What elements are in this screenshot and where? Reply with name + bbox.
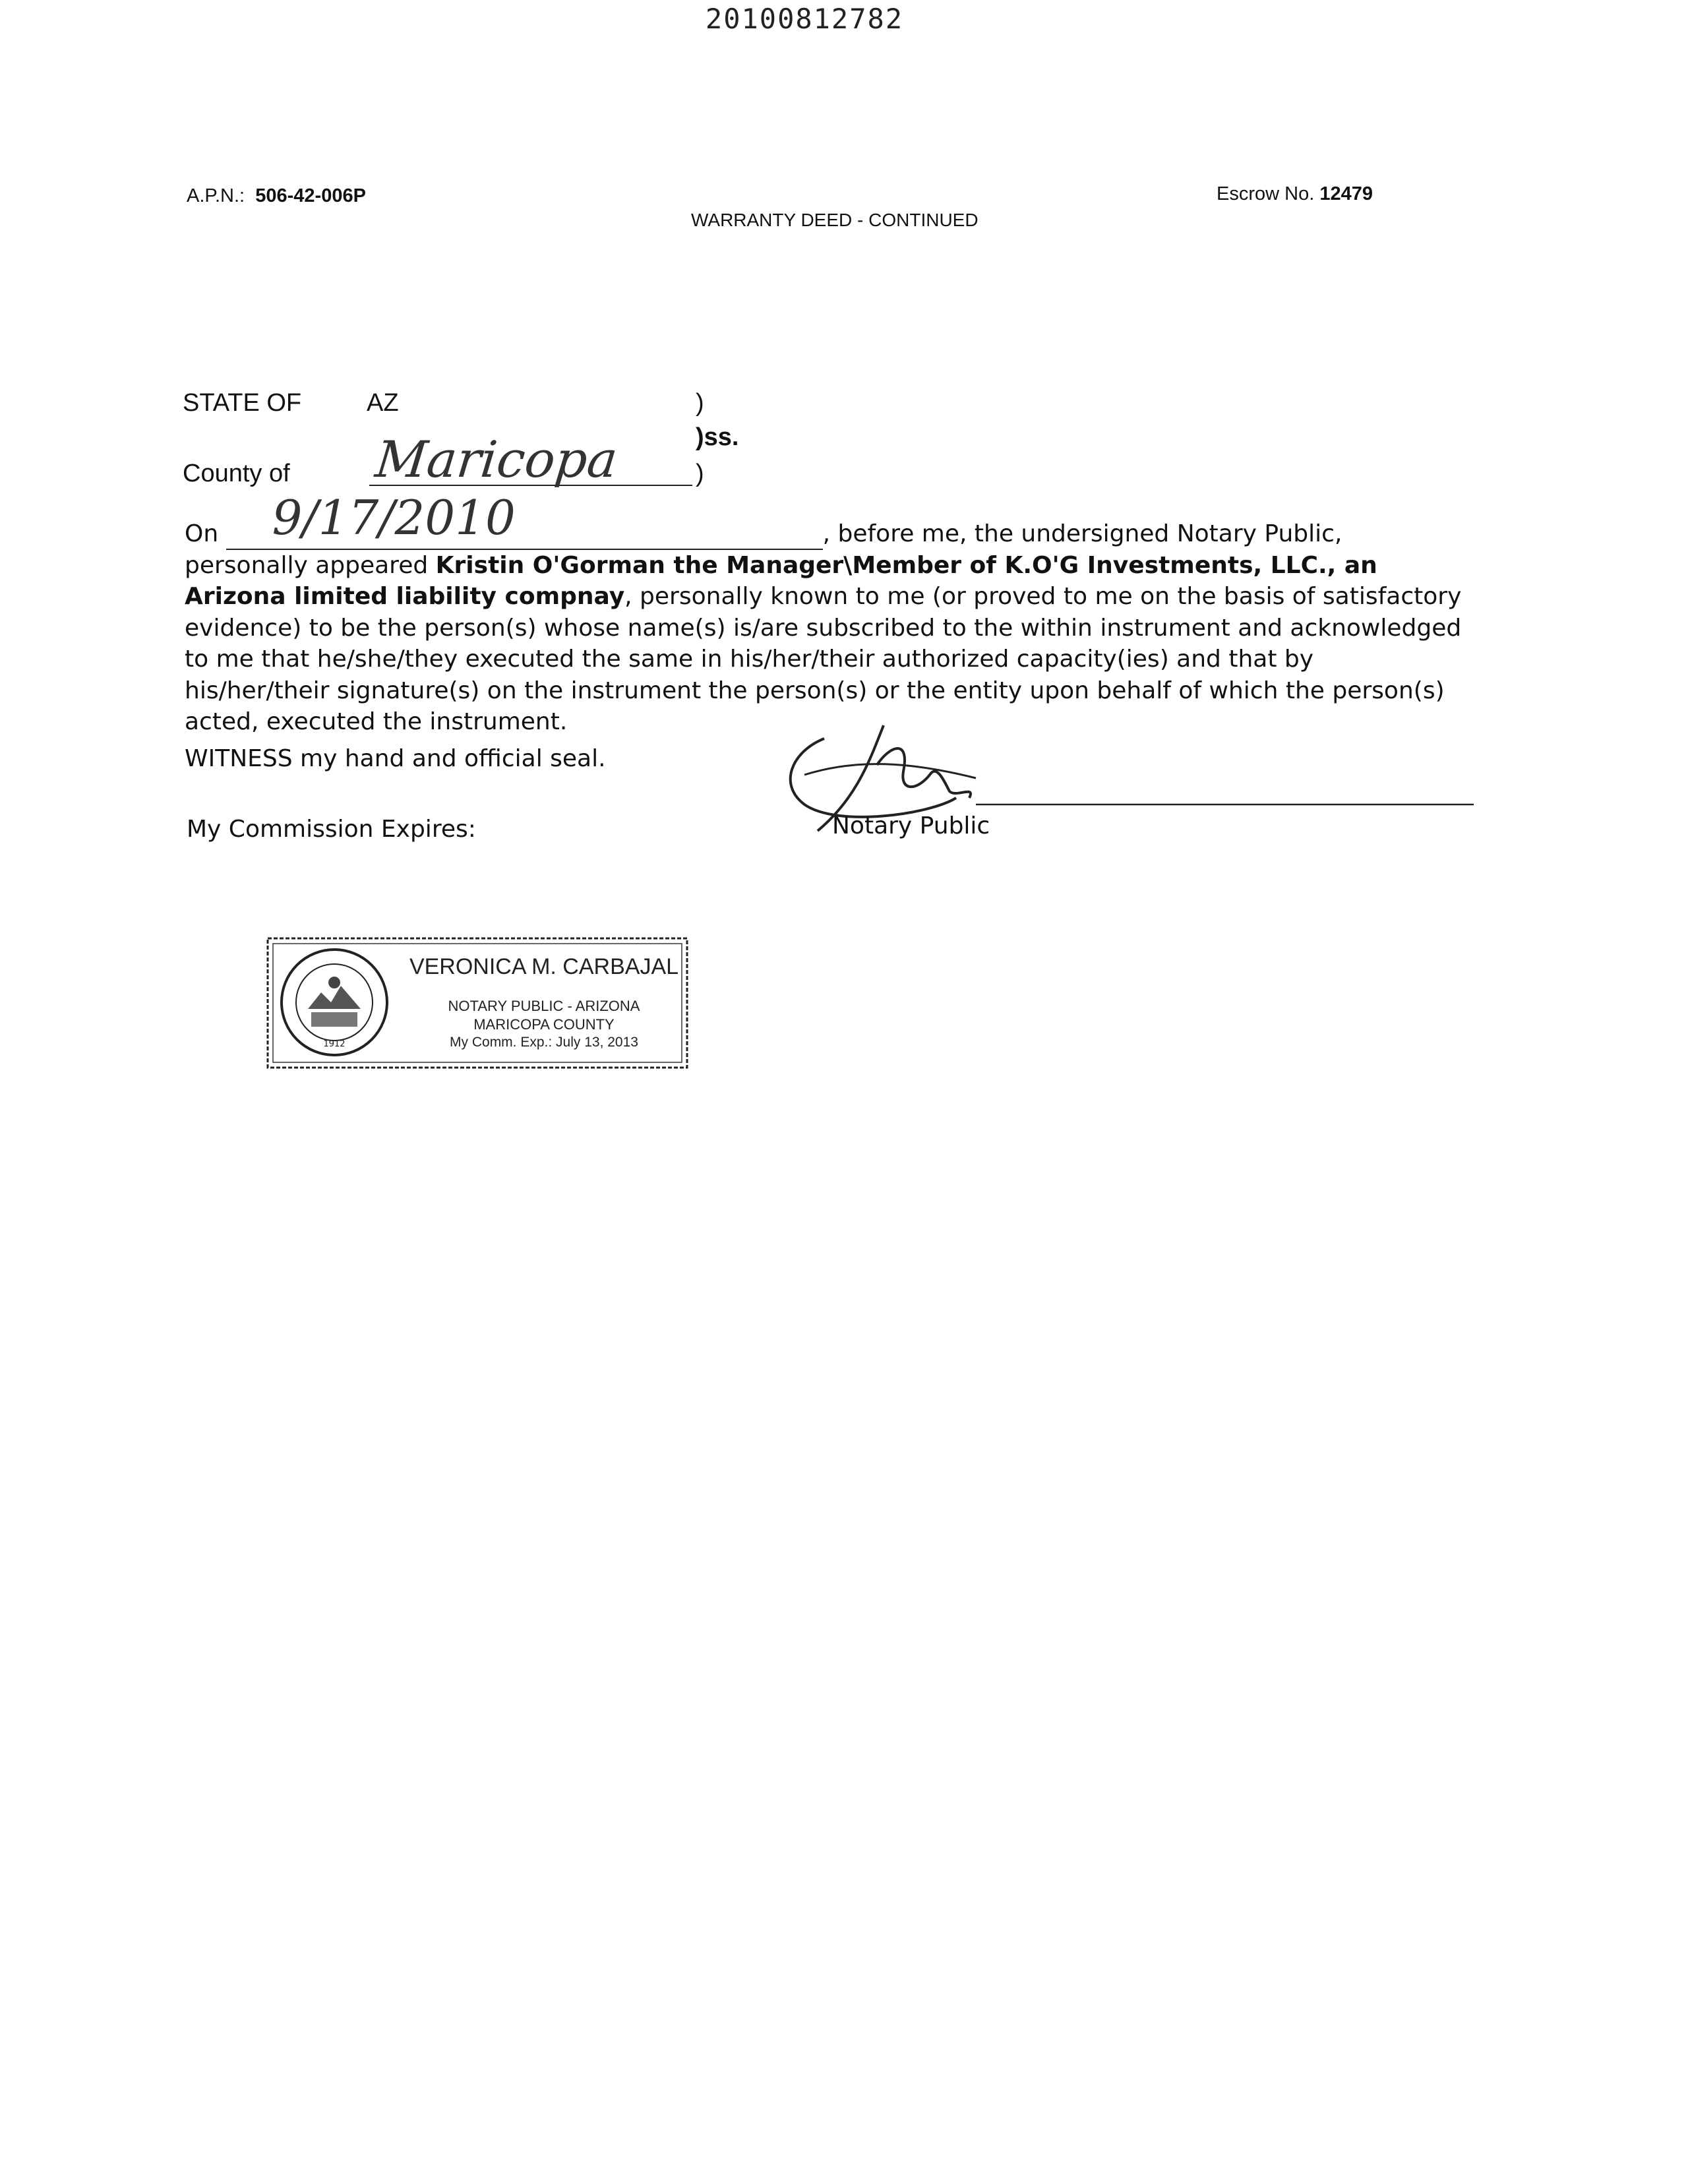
date-handwritten: 9/17/2010 <box>272 489 516 545</box>
stamp-line-2: MARICOPA COUNTY <box>473 1016 615 1033</box>
county-handwritten: Maricopa <box>373 430 620 489</box>
party-name: Kristin O'Gorman the Manager\Member of K.O'G Investments, LLC., an Arizona limited liability compnay <box>185 551 1377 610</box>
notary-stamp <box>264 932 691 1074</box>
recording-number: 20100812782 <box>705 3 904 35</box>
stamp-line-1: NOTARY PUBLIC - ARIZONA <box>448 998 640 1014</box>
acknowledgment-text-2: , personally known to me (or proved to me on the basis of satisfactory evidence) to be the person(s) whose name(s) is/are subscribed to the within instrument and acknowledged to me that he/she/they executed the same in his/her/their authorized capacity(ies) and that by his/her/their signature(s) on the instrument the person(s) or the entity upon behalf of which the person(s) acted, executed the instrument. <box>185 583 1462 735</box>
state-value: AZ <box>367 389 399 417</box>
stamp-line-3: My Comm. Exp.: July 13, 2013 <box>450 1035 638 1050</box>
acknowledgment-text-1: , before me, the undersigned Notary Public, personally appeared <box>185 520 1342 579</box>
on-label: On <box>185 520 219 547</box>
state-label: STATE OF <box>183 389 302 417</box>
county-label: County of <box>183 460 290 487</box>
commission-label: My Commission Expires: <box>187 816 476 843</box>
stamp-notary-name: VERONICA M. CARBAJAL <box>409 954 679 979</box>
notary-public-label: Notary Public <box>832 812 990 839</box>
state-seal-icon <box>278 946 390 1058</box>
escrow-label: Escrow No. <box>1217 183 1315 204</box>
document-title: WARRANTY DEED - CONTINUED <box>691 210 979 230</box>
date-line <box>226 489 823 550</box>
escrow-line <box>1217 183 1373 205</box>
venue-ss: )ss. <box>696 423 739 451</box>
seal-year: 1912 <box>323 1039 346 1049</box>
apn-label: A.P.N.: <box>187 185 245 206</box>
apn-line <box>187 185 366 207</box>
escrow-value: 12479 <box>1319 183 1373 204</box>
venue-paren-1: ) <box>696 389 704 417</box>
venue-paren-3: ) <box>696 460 704 487</box>
witness-text: WITNESS my hand and official seal. <box>185 745 606 772</box>
apn-value: 506-42-006P <box>255 185 366 206</box>
